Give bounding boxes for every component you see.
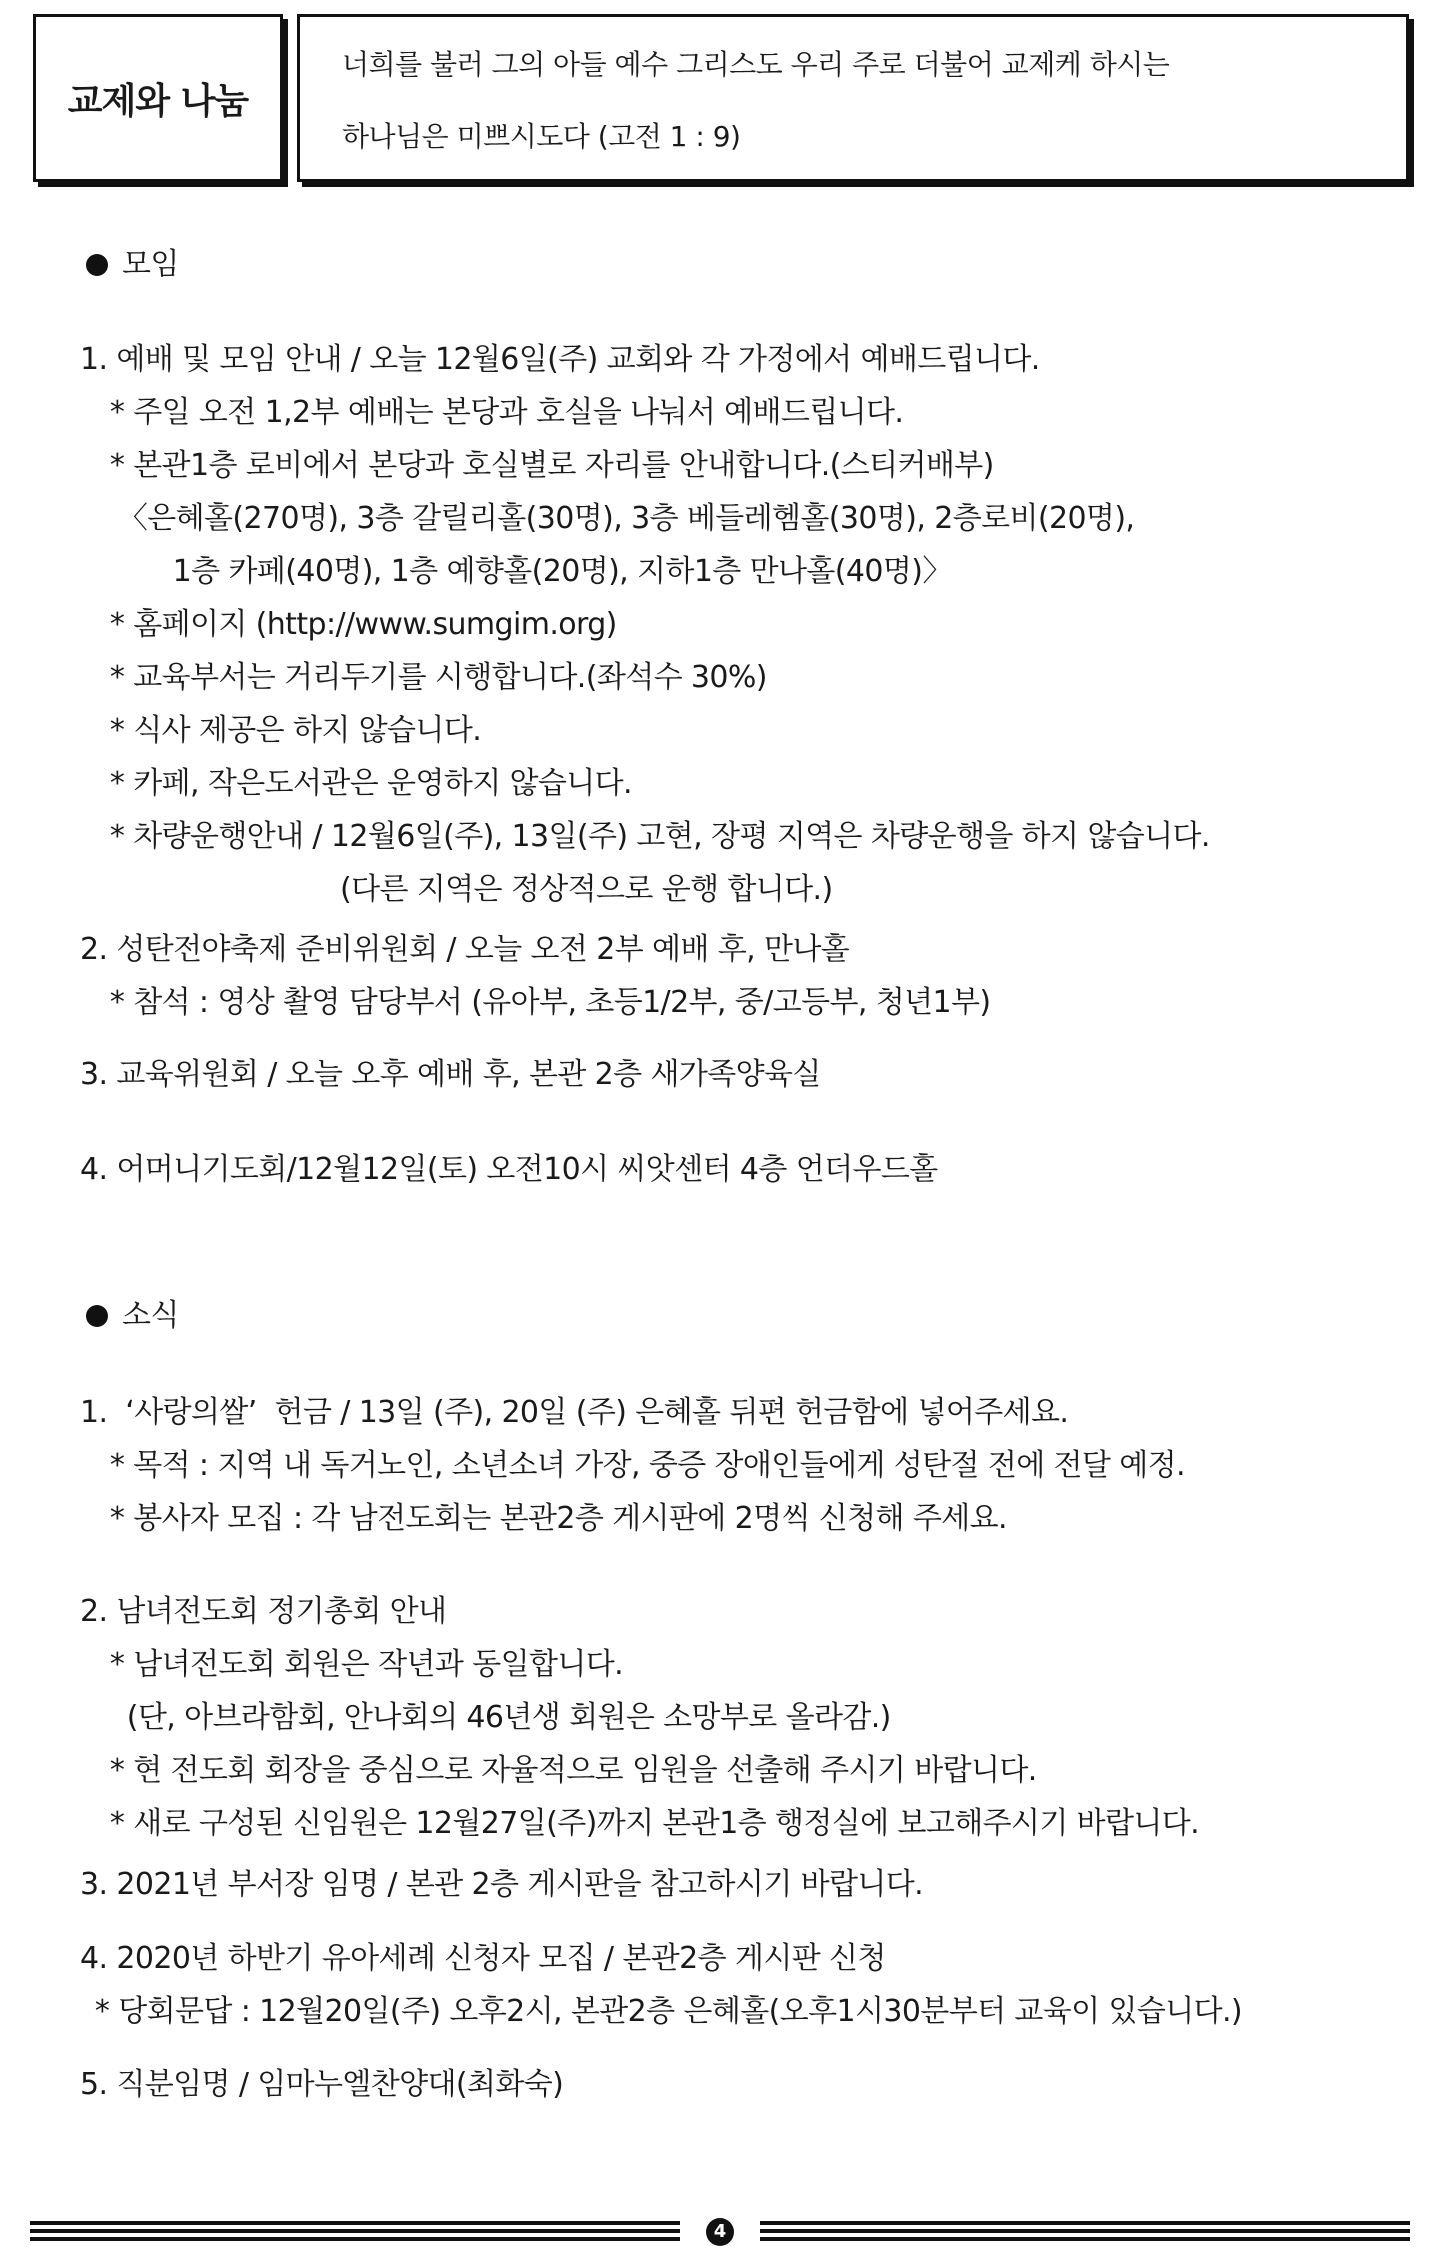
verse-line-2: 하나님은 미쁘시도다 (고전 1 : 9) — [342, 120, 741, 153]
section-title: 교제와 나눔 — [67, 80, 249, 122]
list-item: 1층 카페(40명), 1층 예향홀(20명), 지하1층 만나홀(40명)〉 — [128, 554, 952, 589]
list-item: * 현 전도회 회장을 중심으로 자율적으로 임원을 선출해 주시기 바랍니다. — [92, 1753, 1037, 1788]
list-item: 2. 남녀전도회 정기총회 안내 — [80, 1594, 447, 1629]
verse-line-1: 너희를 불러 그의 아들 예수 그리스도 우리 주로 더불어 교제케 하시는 — [342, 48, 1170, 81]
footer-rule-left — [30, 2221, 680, 2241]
page-number: 4 — [706, 2218, 734, 2246]
list-item: * 식사 제공은 하지 않습니다. — [92, 713, 482, 748]
list-item: 〈은혜홀(270명), 3층 갈릴리홀(30명), 3층 베들레헴홀(30명), 2층로비(20명), — [100, 501, 1135, 536]
list-item: * 주일 오전 1,2부 예배는 본당과 호실을 나눠서 예배드립니다. — [92, 395, 904, 430]
section-title-box — [33, 14, 283, 182]
list-item: * 남녀전도회 회원은 작년과 동일합니다. — [92, 1647, 624, 1682]
list-item: 5. 직분임명 / 임마누엘찬양대(최화숙) — [80, 2067, 564, 2102]
list-item: (단, 아브라함회, 안나회의 46년생 회원은 소망부로 올라감.) — [100, 1700, 891, 1735]
list-item: 3. 교육위원회 / 오늘 오후 예배 후, 본관 2층 새가족양육실 — [80, 1057, 821, 1092]
list-item: 4. 어머니기도회/12월12일(토) 오전10시 씨앗센터 4층 언더우드홀 — [80, 1152, 938, 1187]
list-item: 1. 예배 및 모임 안내 / 오늘 12월6일(주) 교회와 각 가정에서 예배드립니다. — [80, 342, 1040, 377]
list-item: 1. ‘사랑의쌀’ 헌금 / 13일 (주), 20일 (주) 은혜홀 뒤편 헌금함에 넣어주세요. — [80, 1395, 1069, 1430]
list-item: * 목적 : 지역 내 독거노인, 소년소녀 가장, 중증 장애인들에게 성탄절 전에 전달 예정. — [92, 1448, 1185, 1483]
list-item: * 홈페이지 (http://www.sumgim.org) — [92, 607, 617, 642]
list-item: * 교육부서는 거리두기를 시행합니다.(좌석수 30%) — [92, 660, 767, 695]
bible-verse-box — [297, 14, 1409, 182]
bullet-circle-icon — [86, 1305, 108, 1327]
list-item: * 참석 : 영상 촬영 담당부서 (유아부, 초등1/2부, 중/고등부, 청년1부) — [92, 985, 991, 1020]
footer — [30, 2218, 1410, 2244]
list-item: * 당회문답 : 12월20일(주) 오후2시, 본관2층 은혜홀(오후1시30분부터 교육이 있습니다.) — [86, 1994, 1243, 2029]
list-item: (다른 지역은 정상적으로 운행 합니다.) — [340, 872, 833, 907]
header — [0, 0, 1443, 200]
section-heading-meetings: 모임 — [86, 245, 179, 285]
list-item: 3. 2021년 부서장 임명 / 본관 2층 게시판을 참고하시기 바랍니다. — [80, 1867, 924, 1902]
list-item: * 봉사자 모집 : 각 남전도회는 본관2층 게시판에 2명씩 신청해 주세요. — [92, 1501, 1007, 1536]
section-heading-news: 소식 — [86, 1296, 179, 1336]
list-item: * 차량운행안내 / 12월6일(주), 13일(주) 고현, 장평 지역은 차량운행을 하지 않습니다. — [92, 819, 1210, 854]
list-item: 2. 성탄전야축제 준비위원회 / 오늘 오전 2부 예배 후, 만나홀 — [80, 932, 850, 967]
list-item: * 본관1층 로비에서 본당과 호실별로 자리를 안내합니다.(스티커배부) — [92, 448, 994, 483]
list-item: 4. 2020년 하반기 유아세례 신청자 모집 / 본관2층 게시판 신청 — [80, 1941, 886, 1976]
list-item: * 카페, 작은도서관은 운영하지 않습니다. — [92, 766, 632, 801]
list-item: * 새로 구성된 신임원은 12월27일(주)까지 본관1층 행정실에 보고해주시기 바랍니다. — [92, 1806, 1200, 1841]
footer-rule-right — [760, 2221, 1410, 2241]
bullet-circle-icon — [86, 254, 108, 276]
